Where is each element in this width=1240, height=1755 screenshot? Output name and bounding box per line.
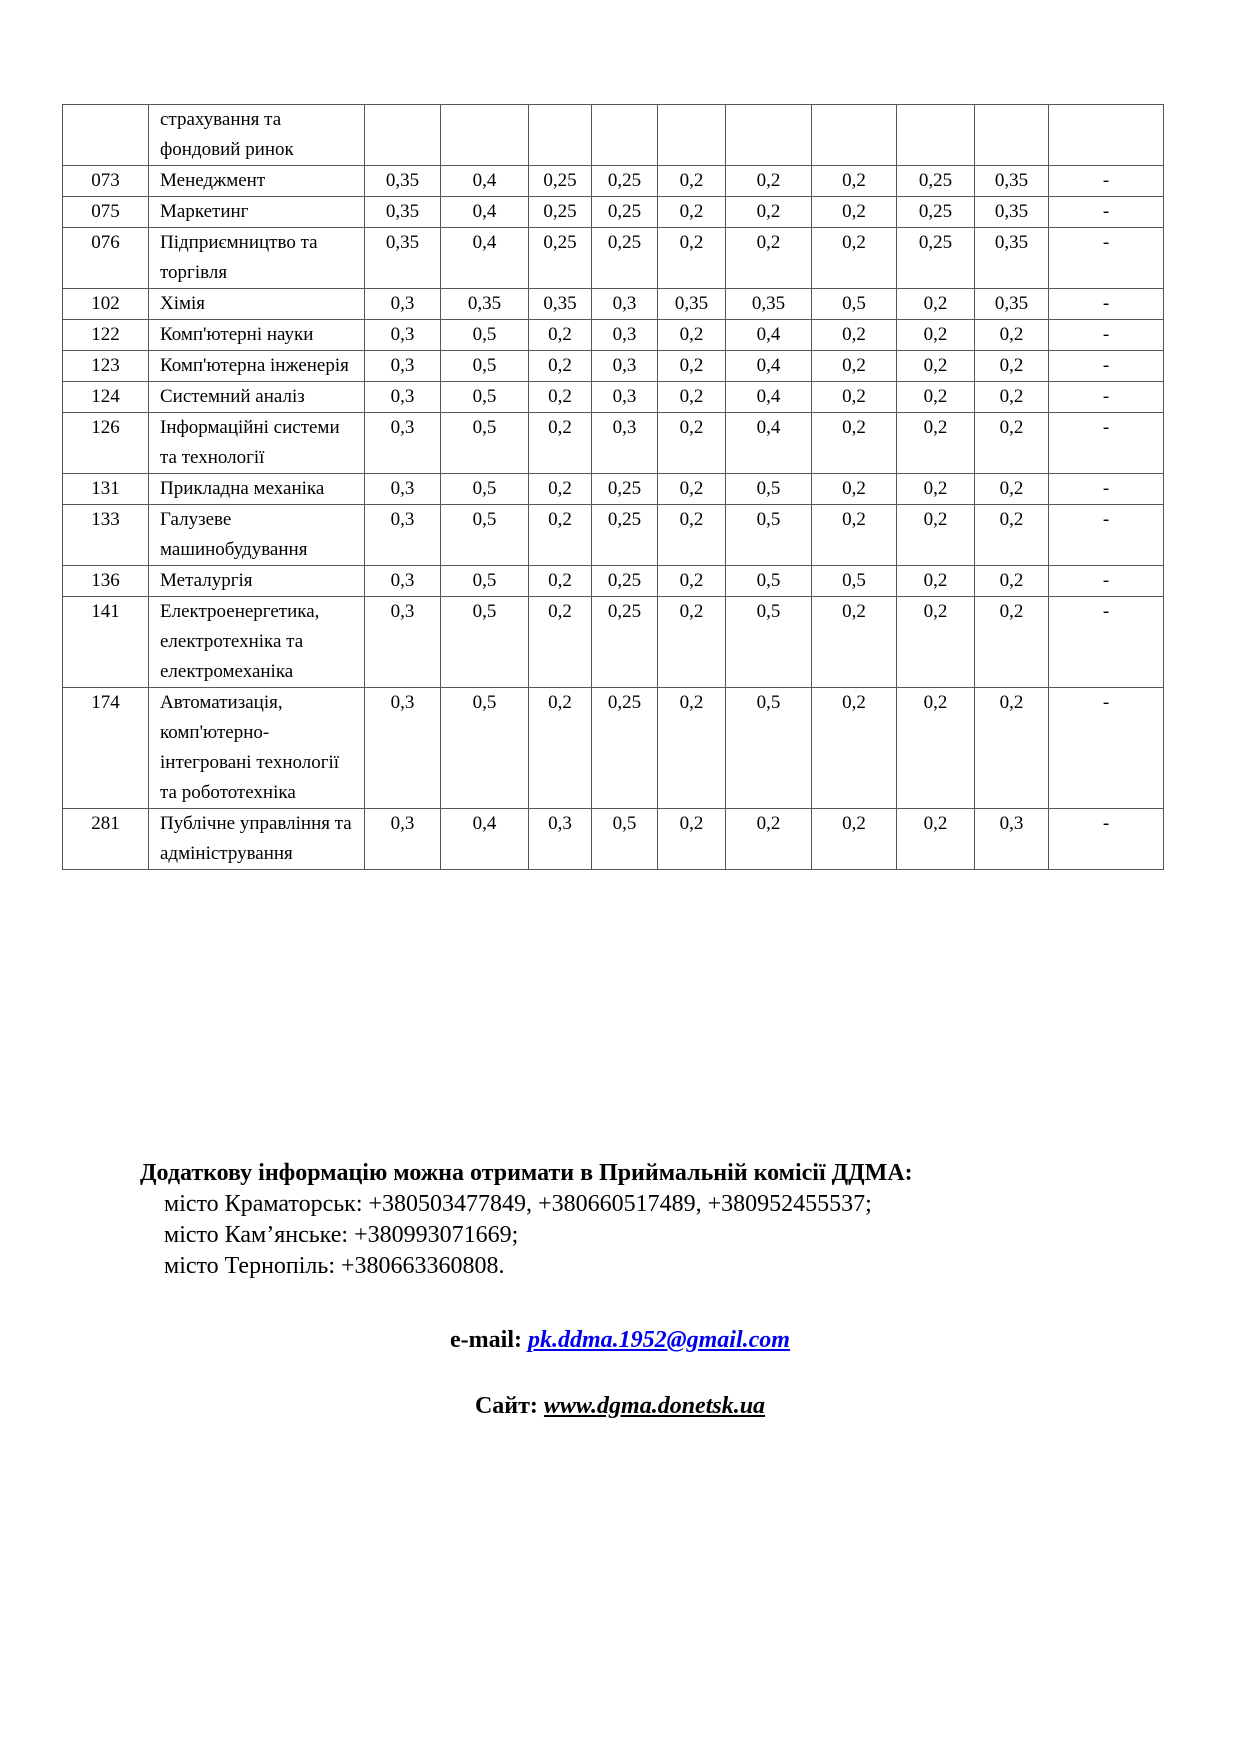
coefficient-cell: 0,5 (441, 597, 529, 688)
specialty-code: 122 (63, 320, 149, 351)
email-label: e-mail: (450, 1327, 522, 1353)
coefficient-cell: - (1049, 382, 1164, 413)
coefficient-cell: 0,3 (592, 289, 658, 320)
coefficient-cell (365, 105, 441, 166)
coefficient-cell: 0,35 (975, 289, 1049, 320)
coefficient-cell: 0,3 (365, 474, 441, 505)
specialty-name: Комп'ютерна інженерія (149, 351, 365, 382)
table-row (63, 289, 1164, 320)
coefficient-cell: 0,5 (441, 474, 529, 505)
site-label: Сайт: (474, 1393, 538, 1419)
specialty-name: Комп'ютерні науки (149, 320, 365, 351)
specialty-code: 076 (63, 228, 149, 289)
coefficient-cell (441, 105, 529, 166)
coefficient-cell: 0,2 (658, 413, 726, 474)
coefficient-cell: 0,2 (897, 505, 975, 566)
coefficient-cell: - (1049, 688, 1164, 809)
coefficient-cell: 0,35 (658, 289, 726, 320)
coefficient-cell: - (1049, 809, 1164, 870)
coefficient-cell: 0,2 (897, 566, 975, 597)
coefficient-cell: 0,25 (529, 228, 592, 289)
coefficient-cell: 0,5 (441, 566, 529, 597)
table-row (63, 566, 1164, 597)
coefficient-cell: 0,2 (897, 809, 975, 870)
phone-line-kramatorsk: місто Краматорськ: +380503477849, +380660517489, +380952455537; (164, 1191, 872, 1217)
coefficient-cell: 0,25 (897, 166, 975, 197)
coefficient-cell: 0,2 (812, 474, 897, 505)
coefficient-cell: 0,2 (529, 505, 592, 566)
coefficient-cell: 0,25 (592, 566, 658, 597)
coefficient-cell: 0,3 (365, 688, 441, 809)
email-link[interactable]: pk.ddma.1952@gmail.com (528, 1327, 790, 1353)
coefficient-cell: 0,2 (897, 351, 975, 382)
coefficient-cell: 0,5 (441, 413, 529, 474)
email-row (0, 1327, 1240, 1354)
contact-info (140, 1158, 913, 1282)
coefficient-cell: 0,35 (529, 289, 592, 320)
specialty-code: 133 (63, 505, 149, 566)
coefficient-cell: 0,2 (812, 809, 897, 870)
specialty-code: 131 (63, 474, 149, 505)
specialty-code: 073 (63, 166, 149, 197)
info-heading: Додаткову інформацію можна отримати в Приймальній комісії ДДМА: (140, 1160, 913, 1186)
coefficient-cell: 0,35 (365, 228, 441, 289)
table-row (63, 382, 1164, 413)
specialty-name: Системний аналіз (149, 382, 365, 413)
coefficient-cell: - (1049, 413, 1164, 474)
coefficient-cell: 0,5 (441, 505, 529, 566)
coefficient-cell: 0,2 (975, 413, 1049, 474)
specialty-name: Підприємництво та торгівля (149, 228, 365, 289)
coefficient-cell: 0,2 (658, 566, 726, 597)
coefficient-cell: 0,25 (592, 688, 658, 809)
coefficient-cell: 0,25 (592, 197, 658, 228)
coefficient-cell: 0,3 (529, 809, 592, 870)
coefficient-cell: 0,5 (726, 505, 812, 566)
coefficient-cell: 0,35 (365, 197, 441, 228)
specialty-name: Інформаційні системи та технології (149, 413, 365, 474)
coefficient-cell (592, 105, 658, 166)
specialty-name: Електроенергетика, електротехніка та електромеханіка (149, 597, 365, 688)
specialty-name: Прикладна механіка (149, 474, 365, 505)
coefficient-cell: 0,2 (975, 566, 1049, 597)
coefficient-cell: 0,5 (441, 351, 529, 382)
coefficient-cell: 0,5 (726, 597, 812, 688)
coefficient-cell: 0,35 (975, 228, 1049, 289)
coefficient-cell: - (1049, 228, 1164, 289)
coefficient-cell: 0,2 (529, 566, 592, 597)
table-body (63, 105, 1164, 870)
coefficient-cell: 0,3 (365, 566, 441, 597)
table-row (63, 228, 1164, 289)
table-row (63, 809, 1164, 870)
specialty-code: 281 (63, 809, 149, 870)
coefficient-cell: 0,2 (658, 505, 726, 566)
coefficient-cell (812, 105, 897, 166)
coefficient-cell: 0,2 (897, 597, 975, 688)
coefficient-cell: 0,5 (592, 809, 658, 870)
coefficient-cell: 0,2 (658, 382, 726, 413)
coefficient-cell (529, 105, 592, 166)
coefficient-cell: 0,5 (726, 688, 812, 809)
specialty-name: Галузеве машинобудування (149, 505, 365, 566)
site-link[interactable]: www.dgma.donetsk.ua (543, 1393, 766, 1419)
coefficient-cell: 0,2 (658, 320, 726, 351)
table-row (63, 197, 1164, 228)
coefficient-cell: 0,3 (365, 413, 441, 474)
coefficient-cell (897, 105, 975, 166)
coefficient-cell: 0,2 (529, 688, 592, 809)
coefficient-cell: 0,2 (975, 382, 1049, 413)
coefficient-cell: - (1049, 289, 1164, 320)
coefficient-cell: 0,2 (658, 228, 726, 289)
coefficient-cell: 0,2 (812, 320, 897, 351)
coefficient-cell: - (1049, 474, 1164, 505)
specialty-code (63, 105, 149, 166)
specialty-name: Маркетинг (149, 197, 365, 228)
coefficient-cell: 0,35 (726, 289, 812, 320)
coefficient-cell: - (1049, 320, 1164, 351)
coefficient-cell: - (1049, 351, 1164, 382)
coefficient-cell: 0,2 (529, 320, 592, 351)
specialty-code: 136 (63, 566, 149, 597)
coefficient-cell: 0,35 (975, 166, 1049, 197)
coefficient-cell: 0,25 (897, 228, 975, 289)
coefficient-cell: 0,25 (529, 166, 592, 197)
phone-line-ternopil: місто Тернопіль: +380663360808. (164, 1253, 505, 1279)
specialty-code: 174 (63, 688, 149, 809)
coefficient-cell: 0,4 (726, 351, 812, 382)
coefficient-cell: 0,2 (897, 413, 975, 474)
coefficient-cell: 0,2 (812, 197, 897, 228)
coefficient-cell: 0,2 (812, 351, 897, 382)
coefficient-cell: 0,3 (365, 382, 441, 413)
coefficient-cell: 0,2 (658, 809, 726, 870)
coefficient-cell (1049, 105, 1164, 166)
coefficient-cell: 0,2 (812, 228, 897, 289)
table-row (63, 474, 1164, 505)
specialty-name: Хімія (149, 289, 365, 320)
coefficient-cell: 0,4 (441, 228, 529, 289)
coefficient-cell: - (1049, 566, 1164, 597)
specialty-code: 141 (63, 597, 149, 688)
coefficient-cell: 0,5 (441, 688, 529, 809)
coefficient-cell: - (1049, 166, 1164, 197)
coefficient-cell: 0,2 (897, 320, 975, 351)
specialty-code: 124 (63, 382, 149, 413)
coefficient-cell: 0,2 (658, 197, 726, 228)
specialty-code: 102 (63, 289, 149, 320)
site-row (0, 1393, 1240, 1420)
coefficient-cell (726, 105, 812, 166)
coefficient-cell: 0,4 (726, 320, 812, 351)
coefficient-cell: 0,2 (726, 197, 812, 228)
coefficient-cell: 0,2 (975, 597, 1049, 688)
coefficient-cell: 0,35 (365, 166, 441, 197)
coefficient-cell: 0,35 (441, 289, 529, 320)
specialty-name: Автоматизація, комп'ютерно-інтегровані технології та робототехніка (149, 688, 365, 809)
coefficient-cell: 0,4 (441, 166, 529, 197)
coefficient-cell: 0,4 (726, 413, 812, 474)
table-row (63, 105, 1164, 166)
coefficient-cell: 0,2 (975, 320, 1049, 351)
coefficient-cell: 0,2 (658, 688, 726, 809)
coefficient-cell: 0,2 (897, 688, 975, 809)
coefficient-cell: 0,3 (975, 809, 1049, 870)
coefficient-cell: 0,3 (592, 351, 658, 382)
coefficient-cell: 0,4 (441, 809, 529, 870)
coefficient-cell: 0,2 (975, 688, 1049, 809)
coefficient-cell: 0,5 (812, 566, 897, 597)
table-row (63, 320, 1164, 351)
coefficient-cell: 0,25 (592, 166, 658, 197)
coefficient-cell: 0,2 (658, 474, 726, 505)
table-row (63, 505, 1164, 566)
coefficient-cell: 0,5 (441, 320, 529, 351)
coefficient-cell: 0,2 (726, 228, 812, 289)
coefficient-cell: 0,2 (726, 166, 812, 197)
coefficient-cell: - (1049, 505, 1164, 566)
coefficient-cell: 0,25 (592, 597, 658, 688)
specialty-code: 126 (63, 413, 149, 474)
coefficient-cell: 0,3 (592, 413, 658, 474)
coefficient-cell: 0,25 (897, 197, 975, 228)
coefficient-cell: 0,3 (365, 351, 441, 382)
coefficient-cell: 0,2 (812, 505, 897, 566)
coefficient-cell: 0,2 (812, 166, 897, 197)
specialty-name: Публічне управління та адміністрування (149, 809, 365, 870)
table-row (63, 166, 1164, 197)
coefficient-cell: 0,4 (441, 197, 529, 228)
specialty-name: Металургія (149, 566, 365, 597)
coefficient-cell: - (1049, 197, 1164, 228)
phone-line-kamianske: місто Кам’янське: +380993071669; (164, 1222, 519, 1248)
coefficient-cell: 0,3 (365, 809, 441, 870)
coefficient-cell: 0,2 (726, 809, 812, 870)
coefficients-table (62, 104, 1164, 870)
coefficient-cell: 0,2 (812, 413, 897, 474)
coefficient-cell: 0,5 (726, 566, 812, 597)
specialty-code: 123 (63, 351, 149, 382)
coefficient-cell: 0,3 (592, 382, 658, 413)
coefficient-cell: 0,3 (365, 505, 441, 566)
coefficient-cell: 0,5 (726, 474, 812, 505)
table-row (63, 597, 1164, 688)
specialty-name: Менеджмент (149, 166, 365, 197)
coefficient-cell: 0,25 (592, 228, 658, 289)
coefficient-cell: 0,3 (365, 597, 441, 688)
coefficient-cell: 0,3 (365, 320, 441, 351)
coefficient-cell: - (1049, 597, 1164, 688)
coefficient-cell: 0,2 (529, 382, 592, 413)
table-row (63, 351, 1164, 382)
coefficient-cell: 0,2 (658, 351, 726, 382)
coefficient-cell: 0,2 (529, 474, 592, 505)
coefficient-cell: 0,25 (529, 197, 592, 228)
coefficient-cell: 0,2 (529, 597, 592, 688)
coefficient-cell: 0,5 (441, 382, 529, 413)
coefficient-cell: 0,25 (592, 505, 658, 566)
coefficient-cell: 0,4 (726, 382, 812, 413)
table-row (63, 413, 1164, 474)
coefficient-cell: 0,2 (529, 351, 592, 382)
coefficient-cell: 0,2 (897, 382, 975, 413)
coefficient-cell: 0,2 (529, 413, 592, 474)
coefficient-cell: 0,2 (658, 166, 726, 197)
coefficient-cell: 0,25 (592, 474, 658, 505)
coefficient-cell: 0,2 (975, 351, 1049, 382)
coefficient-cell: 0,2 (658, 597, 726, 688)
coefficient-cell (975, 105, 1049, 166)
specialty-code: 075 (63, 197, 149, 228)
coefficient-cell: 0,2 (897, 289, 975, 320)
coefficient-cell: 0,2 (812, 597, 897, 688)
coefficient-cell: 0,35 (975, 197, 1049, 228)
coefficient-cell: 0,2 (812, 382, 897, 413)
coefficient-cell: 0,2 (975, 474, 1049, 505)
coefficient-cell: 0,5 (812, 289, 897, 320)
table-row (63, 688, 1164, 809)
coefficient-cell: 0,3 (592, 320, 658, 351)
coefficient-cell: 0,2 (897, 474, 975, 505)
specialty-name: страхування та фондовий ринок (149, 105, 365, 166)
coefficient-cell: 0,2 (975, 505, 1049, 566)
coefficient-cell: 0,3 (365, 289, 441, 320)
coefficient-cell: 0,2 (812, 688, 897, 809)
coefficient-cell (658, 105, 726, 166)
